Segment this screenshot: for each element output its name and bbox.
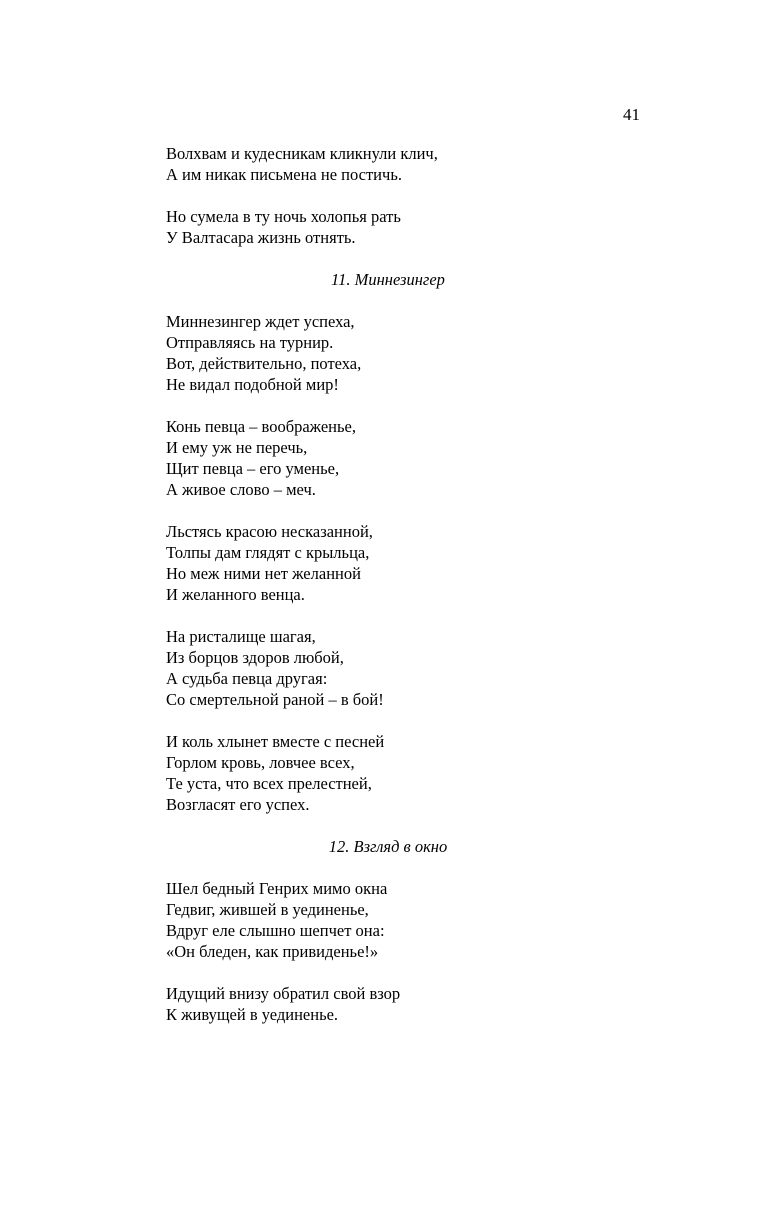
verse-line: Возгласят его успех. xyxy=(166,795,310,814)
stanza xyxy=(166,521,626,605)
stanza xyxy=(166,983,626,1025)
page-number: 41 xyxy=(623,105,640,124)
verse-line: Те уста, что всех прелестней, xyxy=(166,774,372,793)
stanza xyxy=(166,143,626,185)
stanza xyxy=(166,878,626,962)
verse-line: Не видал подобной мир! xyxy=(166,375,339,394)
poem-title: 12. Взгляд в окно xyxy=(328,837,448,856)
verse-line: Отправляясь на турнир. xyxy=(166,333,334,352)
stanza xyxy=(166,311,626,395)
verse-line: Волхвам и кудесникам кликнули клич, xyxy=(166,144,438,163)
verse-line: А им никак письмена не постичь. xyxy=(166,165,402,184)
verse-line: Но меж ними нет желанной xyxy=(166,564,361,583)
verse-line: У Валтасара жизнь отнять. xyxy=(166,228,356,247)
verse-line: Горлом кровь, ловчее всех, xyxy=(166,753,355,772)
verse-line: А судьба певца другая: xyxy=(166,669,328,688)
stanza xyxy=(166,416,626,500)
verse-line: Из борцов здоров любой, xyxy=(166,648,344,667)
verse-line: Вот, действительно, потеха, xyxy=(166,354,362,373)
stanza xyxy=(166,206,626,248)
text-column xyxy=(166,143,626,1025)
verse-line: На ристалище шагая, xyxy=(166,627,316,646)
verse-line: Вдруг еле слышно шепчет она: xyxy=(166,921,385,940)
verse-line: Конь певца – воображенье, xyxy=(166,417,356,436)
verse-line: Со смертельной раной – в бой! xyxy=(166,690,384,709)
verse-line: А живое слово – меч. xyxy=(166,480,316,499)
verse-line: И желанного венца. xyxy=(166,585,305,604)
poem-title: 11. Миннезингер xyxy=(331,270,445,289)
verse-line: Шел бедный Генрих мимо окна xyxy=(166,879,388,898)
verse-line: К живущей в уединенье. xyxy=(166,1005,339,1024)
verse-line: Щит певца – его уменье, xyxy=(166,459,340,478)
verse-line: И ему уж не перечь, xyxy=(166,438,308,457)
verse-line: И коль хлынет вместе с песней xyxy=(166,732,385,751)
verse-line: Толпы дам глядят с крыльца, xyxy=(166,543,370,562)
stanza xyxy=(166,731,626,815)
verse-line: «Он бледен, как привиденье!» xyxy=(166,942,379,961)
stanza xyxy=(166,626,626,710)
verse-line: Но сумела в ту ночь холопья рать xyxy=(166,207,401,226)
verse-line: Гедвиг, жившей в уединенье, xyxy=(166,900,369,919)
verse-line: Льстясь красою несказанной, xyxy=(166,522,373,541)
verse-line: Идущий внизу обратил свой взор xyxy=(166,984,401,1003)
verse-line: Миннезингер ждет успеха, xyxy=(166,312,355,331)
